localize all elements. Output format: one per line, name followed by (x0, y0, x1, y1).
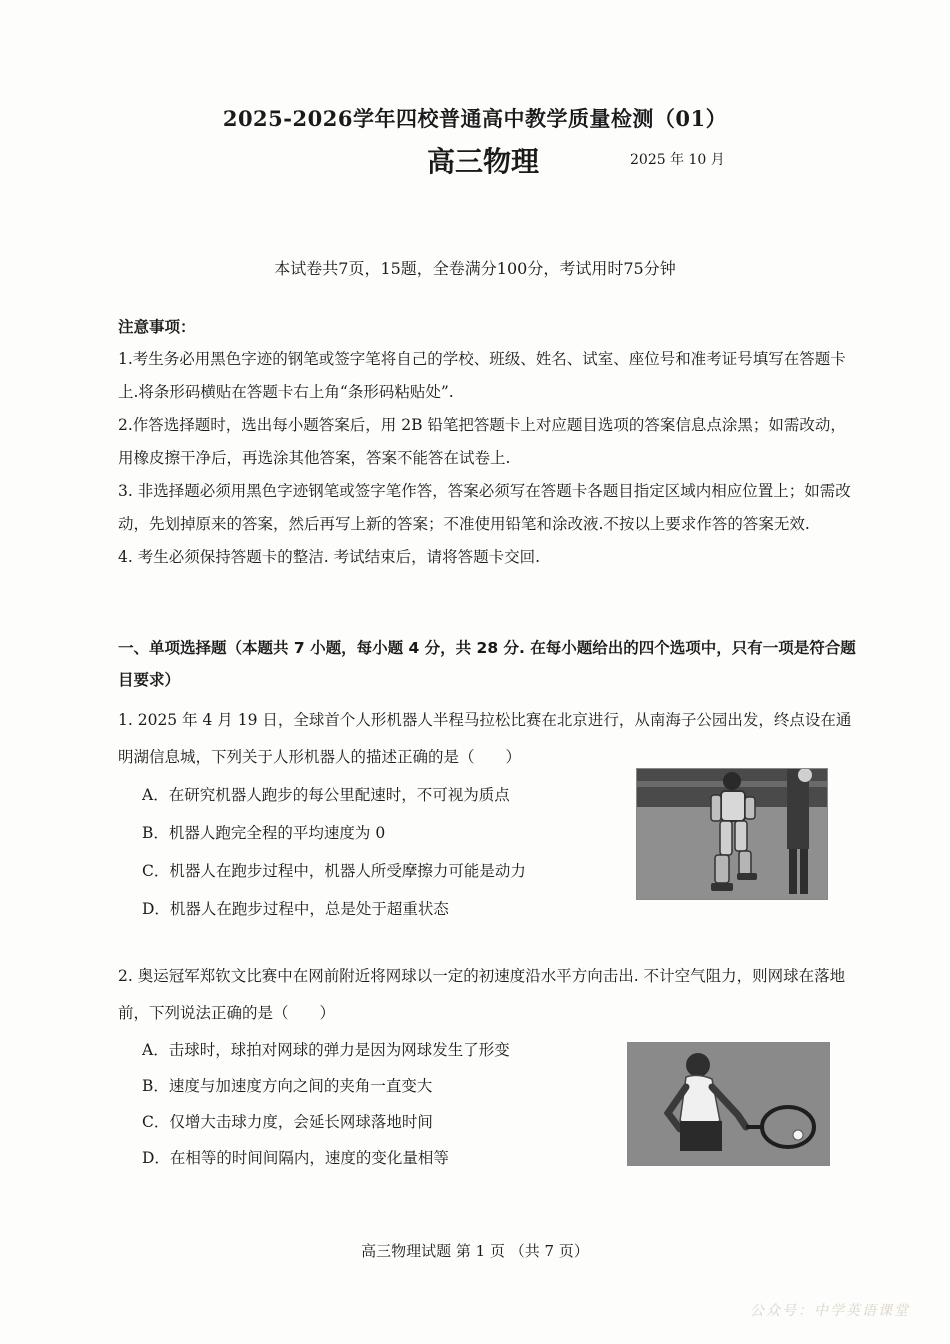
note-item: 3. 非选择题必须用黑色字迹钢笔或签字笔作答，答案必须写在答题卡各题目指定区域内相应位置上；如需改动，先划掉原来的答案，然后再写上新的答案；不准使用铅笔和涂改液.不按以上要求作答的答案无效. (118, 482, 851, 533)
note-item: 2.作答选择题时，选出每小题答案后，用 2B 铅笔把答题卡上对应题目选项的答案信息点涂黑；如需改动，用橡皮擦干净后，再选涂其他答案，答案不能答在试卷上. (118, 416, 846, 467)
option-a: A．在研究机器人跑步的每公里配速时，不可视为质点 (142, 786, 510, 804)
subject-title: 高三物理 (427, 145, 540, 178)
option-c: C．机器人在跑步过程中，机器人所受摩擦力可能是动力 (142, 862, 526, 880)
option-d: D．在相等的时间间隔内，速度的变化量相等 (142, 1149, 449, 1167)
note-item: 1.考生务必用黑色字迹的钢笔或签字笔将自己的学校、班级、姓名、试室、座位号和准考证号填写在答题卡上.将条形码横贴在答题卡右上角“条形码粘贴处”. (118, 350, 846, 401)
option-b: B．速度与加速度方向之间的夹角一直变大 (142, 1077, 433, 1095)
option-d: D．机器人在跑步过程中，总是处于超重状态 (142, 900, 449, 918)
notes-section (118, 310, 858, 574)
exam-date: 2025 年 10 月 (630, 152, 725, 168)
page-footer: 高三物理试题 第 1 页 （共 7 页） (361, 1242, 589, 1260)
note-item: 4. 考生必须保持答题卡的整洁. 考试结束后，请将答题卡交回. (118, 548, 540, 566)
exam-intro: 本试卷共7页，15题，全卷满分100分，考试用时75分钟 (274, 259, 676, 278)
section-heading: 一、单项选择题（本题共 7 小题，每小题 4 分，共 28 分. 在每小题给出的四个选项中，只有一项是符合题目要求） (118, 639, 856, 689)
watermark: 公众号：中学英语课堂 (750, 1303, 910, 1319)
option-b: B．机器人跑完全程的平均速度为 0 (142, 824, 386, 842)
subject-row (0, 140, 950, 176)
question-stem: 1. 2025 年 4 月 19 日，全球首个人形机器人半程马拉松比赛在北京进行，从南海子公园出发，终点设在通明湖信息城，下列关于人形机器人的描述正确的是（ ） (118, 711, 852, 766)
robot-runner-image (637, 769, 827, 899)
tennis-photo (627, 1042, 830, 1166)
tennis-player-image (628, 1043, 829, 1165)
option-a: A．击球时，球拍对网球的弹力是因为网球发生了形变 (142, 1041, 510, 1059)
notes-heading: 注意事项： (118, 317, 196, 336)
exam-title: 2025-2026学年四校普通高中教学质量检测（01） (222, 106, 728, 131)
question-stem: 2. 奥运冠军郑钦文比赛中在网前附近将网球以一定的初速度沿水平方向击出. 不计空气阻力，则网球在落地前，下列说法正确的是（ ） (118, 967, 846, 1022)
robot-photo (636, 768, 828, 900)
option-c: C．仅增大击球力度，会延长网球落地时间 (142, 1113, 433, 1131)
